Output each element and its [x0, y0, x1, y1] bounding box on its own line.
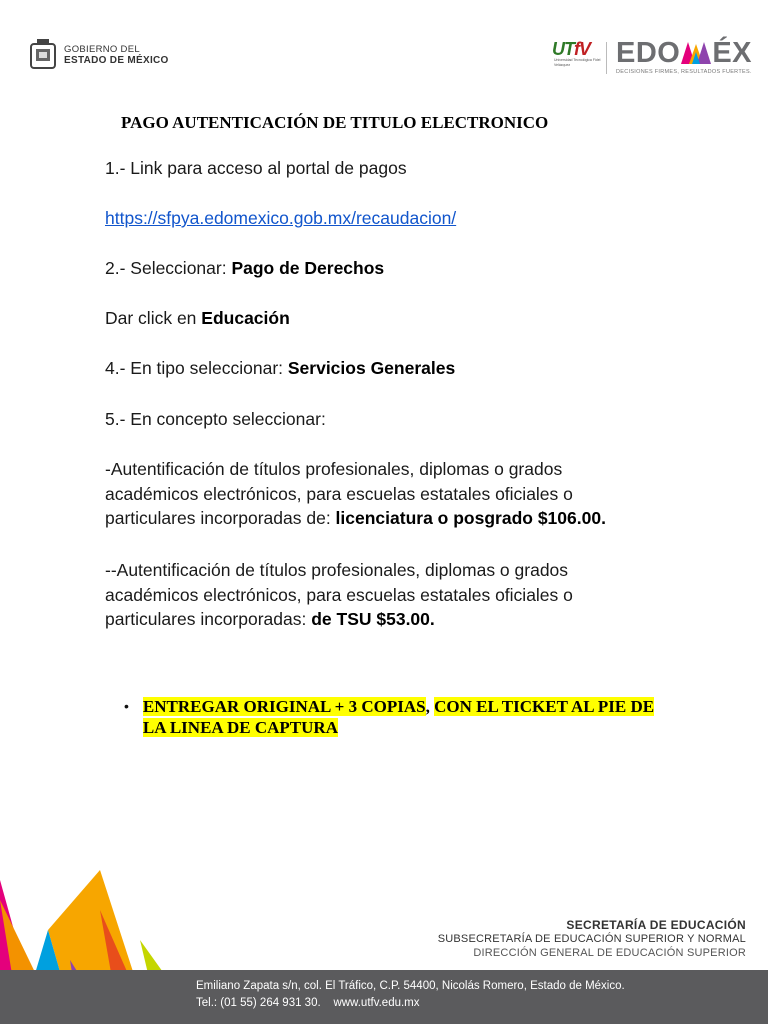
footer-address: [196, 978, 625, 1012]
edomex-tagline: DECISIONES FIRMES, RESULTADOS FUERTES.: [616, 69, 752, 75]
step-5: 5.- En concepto seleccionar:: [105, 409, 326, 429]
direccion-line: DIRECCIÓN GENERAL DE EDUCACIÓN SUPERIOR: [473, 947, 746, 959]
address-line: Emiliano Zapata s/n, col. El Tráfico, C.P. 54400, Nicolás Romero, Estado de México.: [196, 980, 625, 992]
concept-1-price: licenciatura o posgrado $106.00.: [335, 508, 606, 528]
subsecretaria-line: SUBSECRETARÍA DE EDUCACIÓN SUPERIOR Y NORMAL: [437, 933, 746, 945]
utfv-subtitle: Universidad Tecnológica Fidel Velázquez: [554, 58, 601, 67]
edomex-m-icon: [681, 42, 711, 64]
secretaria-block: [438, 918, 746, 961]
edomex-word-b: ÉX: [712, 37, 753, 69]
concept-2-price: de TSU $53.00.: [311, 609, 435, 629]
gobierno-estado-mexico-logo: [28, 38, 169, 72]
bullet-comma: ,: [425, 697, 435, 716]
highlight-originals: ENTREGAR ORIGINAL + 3 COPIAS: [142, 697, 426, 716]
secretaria-line: SECRETARÍA DE EDUCACIÓN: [566, 918, 746, 932]
payment-portal-link-line: [105, 206, 456, 231]
utfv-mark-b: fV: [574, 39, 590, 59]
concept-1-text: -Autentificación de títulos profesionales, diplomas o grados académicos electrónicos, para escuelas estatales oficiales o particulares incorporadas de:: [105, 459, 573, 528]
step-3-bold: Educación: [201, 308, 290, 328]
coat-of-arms-icon: [28, 38, 58, 72]
delivery-instructions: [124, 696, 663, 738]
step-3: [105, 306, 290, 331]
highlight-ticket: CON EL TICKET AL PIE DE LA LINEA DE CAPTURA: [142, 697, 655, 737]
step-1: 1.- Link para acceso al portal de pagos: [105, 158, 407, 178]
concept-2: [105, 558, 640, 632]
bullet-icon: •: [124, 698, 129, 714]
step-2-bold: Pago de Derechos: [231, 258, 385, 278]
step-4-bold: Servicios Generales: [287, 358, 456, 378]
gob-line2: ESTADO DE MÉXICO: [64, 55, 169, 66]
header-divider: [606, 42, 607, 74]
step-2-prefix: 2.- Seleccionar:: [105, 258, 232, 278]
edomex-logo: [616, 38, 752, 75]
concept-2-text: --Autentificación de títulos profesionales, diplomas o grados académicos electrónicos, para escuelas estatales oficiales o particulares incorporadas:: [105, 560, 573, 629]
edomex-word-a: EDO: [616, 37, 681, 69]
payment-portal-link[interactable]: https://sfpya.edomexico.gob.mx/recaudacion/: [105, 208, 457, 228]
utfv-mark-a: UT: [552, 39, 574, 59]
step-3-prefix: Dar click en: [105, 308, 202, 328]
step-2: [105, 256, 384, 281]
page-title: PAGO AUTENTICACIÓN DE TITULO ELECTRONICO: [121, 113, 549, 132]
delivery-instructions-text: [143, 696, 663, 738]
concept-1: [105, 457, 640, 531]
gob-line1: GOBIERNO DEL: [64, 44, 140, 55]
step-4-prefix: 4.- En tipo seleccionar:: [105, 358, 288, 378]
utfv-logo: [552, 40, 608, 76]
step-4: [105, 356, 455, 381]
contact-line: Tel.: (01 55) 264 931 30. www.utfv.edu.mx: [196, 997, 420, 1009]
